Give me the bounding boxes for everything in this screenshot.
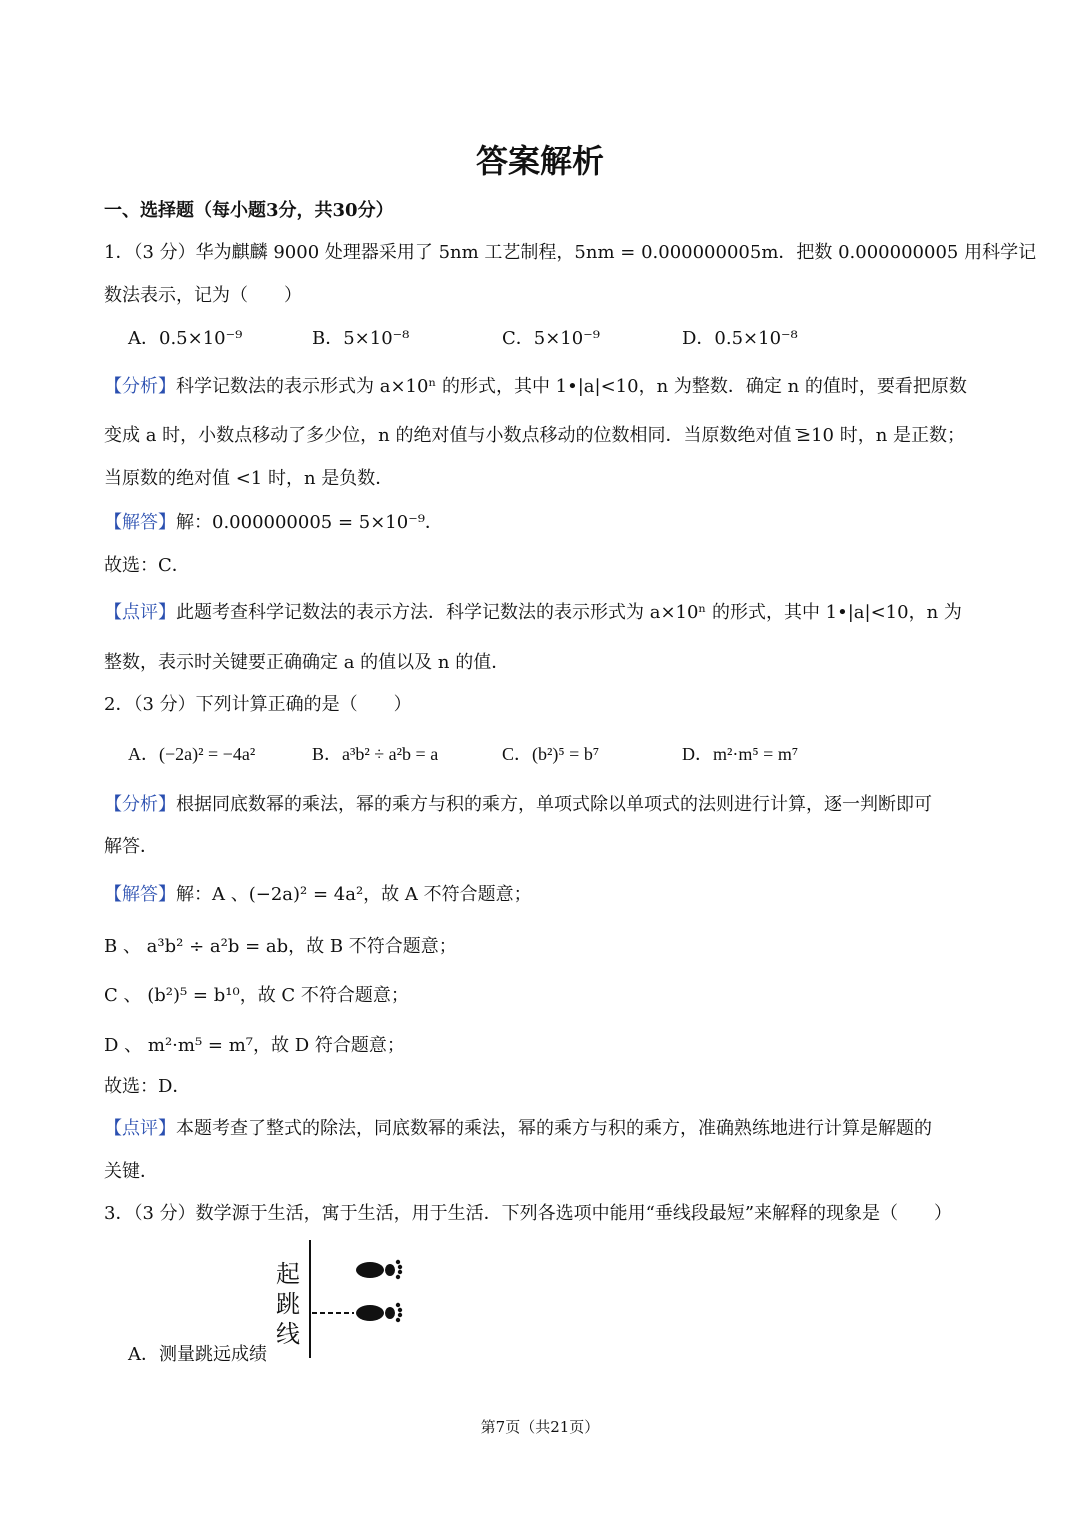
q1-choice: 故选：C． bbox=[104, 555, 190, 576]
q1-analysis-line2: 变成 a 时，小数点移动了多少位，n 的绝对值与小数点移动的位数相同．当原数绝对值 ͞≥10 时，n 是正数； bbox=[104, 425, 966, 446]
q1-option-d: D．0.5×10⁻⁸ bbox=[682, 328, 798, 349]
answer-text: 解：A 、(−2a)² = 4a²，故 A 不符合题意； bbox=[176, 884, 532, 905]
answer-text: 解：0.000000005 = 5×10⁻⁹． bbox=[176, 512, 443, 533]
footprints-icon bbox=[310, 1250, 410, 1330]
q2-analysis-line2: 解答． bbox=[104, 836, 158, 857]
comment-tag: 【点评】 bbox=[104, 1118, 176, 1139]
q2-option-d: D．m²·m⁵ = m⁷ bbox=[682, 744, 799, 764]
q2-answer-c: C 、 (b²)⁵ = b¹⁰，故 C 不符合题意； bbox=[104, 985, 409, 1006]
comment-text: 此题考查科学记数法的表示方法．科学记数法的表示形式为 a×10ⁿ 的形式，其中 1•|a|<10，n 为 bbox=[176, 602, 962, 623]
q2-answer-a bbox=[104, 880, 532, 906]
q1-comment-line1 bbox=[104, 598, 962, 624]
page-footer: 第7页（共21页） bbox=[480, 1418, 600, 1436]
figure-char-qi: 起 bbox=[276, 1260, 300, 1288]
q1-option-b: B．5×10⁻⁸ bbox=[312, 328, 410, 349]
q1-analysis-line1 bbox=[104, 372, 967, 398]
answer-tag: 【解答】 bbox=[104, 884, 176, 905]
section-heading: 一、选择题（每小题3分，共30分） bbox=[104, 200, 394, 221]
q1-comment-line2: 整数，表示时关键要正确确定 a 的值以及 n 的值． bbox=[104, 652, 510, 673]
q1-option-a: A．0.5×10⁻⁹ bbox=[128, 328, 243, 349]
q2-answer-b: B 、 a³b² ÷ a²b = ab，故 B 不符合题意； bbox=[104, 936, 457, 957]
q1-analysis-line3: 当原数的绝对值 <1 时，n 是负数． bbox=[104, 468, 394, 489]
analysis-text: 科学记数法的表示形式为 a×10ⁿ 的形式，其中 1•|a|<10，n 为整数．确定 n 的值时，要看把原数 bbox=[176, 376, 967, 397]
analysis-tag: 【分析】 bbox=[104, 376, 176, 397]
q1-stem-line2: 数法表示，记为（ ） bbox=[104, 285, 302, 306]
q3-option-a: A．测量跳远成绩 bbox=[128, 1344, 267, 1365]
q2-comment-line1 bbox=[104, 1114, 932, 1140]
comment-tag: 【点评】 bbox=[104, 602, 176, 623]
q2-answer-d: D 、 m²·m⁵ = m⁷，故 D 符合题意； bbox=[104, 1035, 405, 1056]
q1-answer bbox=[104, 508, 443, 534]
q2-stem: 2．（3 分）下列计算正确的是（ ） bbox=[104, 694, 412, 715]
answer-tag: 【解答】 bbox=[104, 512, 176, 533]
q2-comment-line2: 关键． bbox=[104, 1161, 158, 1182]
page-title: 答案解析 bbox=[475, 142, 604, 180]
q2-option-c: C．(b²)⁵ = b⁷ bbox=[502, 744, 600, 764]
q2-choice: 故选：D． bbox=[104, 1076, 191, 1097]
q1-stem-line1: 1．（3 分）华为麒麟 9000 处理器采用了 5nm 工艺制程，5nm = 0.000000005m．把数 0.000000005 用科学记 bbox=[104, 242, 1037, 263]
analysis-text: 根据同底数幂的乘法，幂的乘方与积的乘方，单项式除以单项式的法则进行计算，逐一判断即可 bbox=[176, 794, 932, 815]
analysis-tag: 【分析】 bbox=[104, 794, 176, 815]
q2-option-b: B．a³b² ÷ a²b = a bbox=[312, 744, 439, 764]
figure-char-tiao: 跳 bbox=[276, 1290, 300, 1318]
q2-option-a: A．(−2a)² = −4a² bbox=[128, 744, 256, 764]
q2-analysis-line1 bbox=[104, 790, 932, 816]
figure-char-xian: 线 bbox=[276, 1320, 300, 1348]
q3-stem: 3．（3 分）数学源于生活，寓于生活，用于生活．下列各选项中能用“垂线段最短”来解释的现象是（ ） bbox=[104, 1203, 953, 1224]
comment-text: 本题考查了整式的除法，同底数幂的乘法，幂的乘方与积的乘方，准确熟练地进行计算是解题的 bbox=[176, 1118, 932, 1139]
q1-option-c: C．5×10⁻⁹ bbox=[502, 328, 600, 349]
